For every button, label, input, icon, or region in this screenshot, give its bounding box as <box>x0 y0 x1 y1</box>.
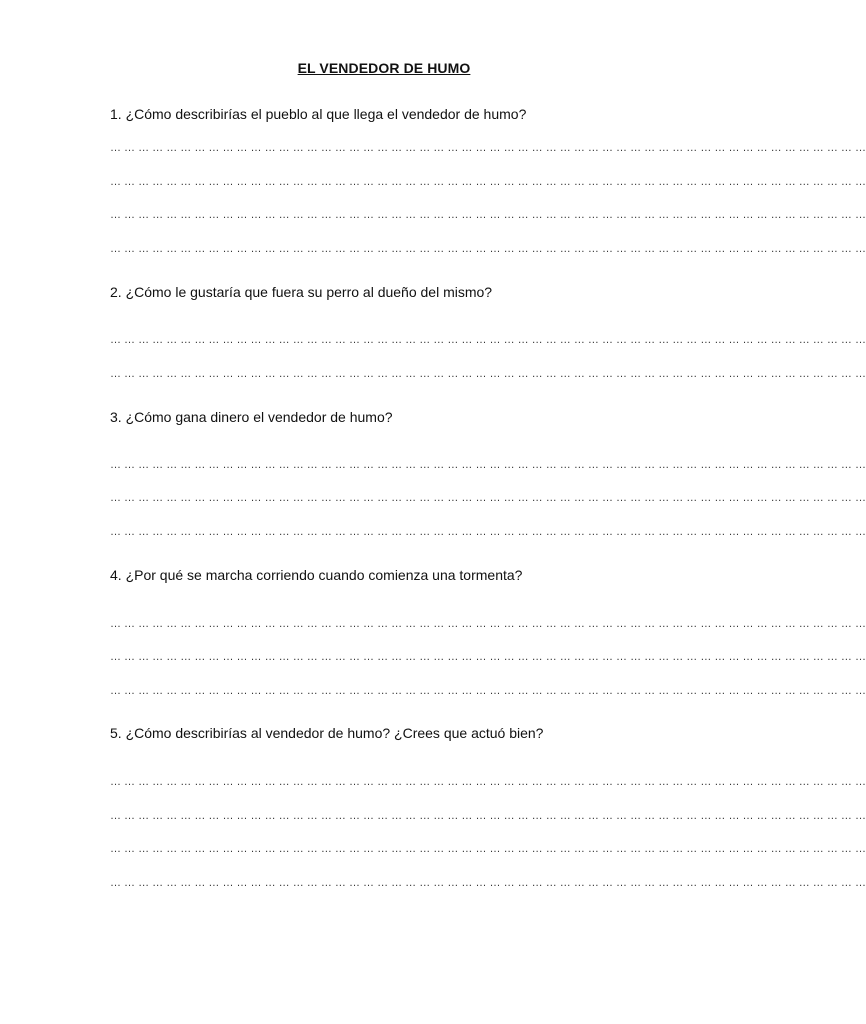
answer-line-1-1: … … … … … … … … … … … … … … … … … … … … … … … … … … … … … … … … … … … … … … … … … … … … … … … … … … … … … … <box>110 142 866 154</box>
page-title: EL VENDEDOR DE HUMO <box>297 60 471 76</box>
answer-line-4-3: … … … … … … … … … … … … … … … … … … … … … … … … … … … … … … … … … … … … … … … … … … … … … … … … … … … … … … <box>110 685 866 697</box>
question-2: 2. ¿Cómo le gustaría que fuera su perro al dueño del mismo? <box>110 284 493 300</box>
answer-line-1-2: … … … … … … … … … … … … … … … … … … … … … … … … … … … … … … … … … … … … … … … … … … … … … … … … … … … … … … <box>110 176 866 188</box>
answer-line-3-1: … … … … … … … … … … … … … … … … … … … … … … … … … … … … … … … … … … … … … … … … … … … … … … … … … … … … … … <box>110 459 866 471</box>
answer-line-4-2: … … … … … … … … … … … … … … … … … … … … … … … … … … … … … … … … … … … … … … … … … … … … … … … … … … … … … … <box>110 651 866 663</box>
answer-line-4-1: … … … … … … … … … … … … … … … … … … … … … … … … … … … … … … … … … … … … … … … … … … … … … … … … … … … … … … <box>110 618 866 630</box>
answer-line-2-2: … … … … … … … … … … … … … … … … … … … … … … … … … … … … … … … … … … … … … … … … … … … … … … … … … … … … … … <box>110 368 866 380</box>
answer-line-3-3: … … … … … … … … … … … … … … … … … … … … … … … … … … … … … … … … … … … … … … … … … … … … … … … … … … … … … … <box>110 526 866 538</box>
question-3: 3. ¿Cómo gana dinero el vendedor de humo? <box>110 409 393 425</box>
answer-line-1-3: … … … … … … … … … … … … … … … … … … … … … … … … … … … … … … … … … … … … … … … … … … … … … … … … … … … … … … <box>110 209 866 221</box>
answer-line-5-2: … … … … … … … … … … … … … … … … … … … … … … … … … … … … … … … … … … … … … … … … … … … … … … … … … … … … … … <box>110 810 866 822</box>
question-5: 5. ¿Cómo describirías al vendedor de humo? ¿Crees que actuó bien? <box>110 725 544 741</box>
answer-line-5-4: … … … … … … … … … … … … … … … … … … … … … … … … … … … … … … … … … … … … … … … … … … … … … … … … … … … … … … <box>110 877 866 889</box>
answer-line-5-3: … … … … … … … … … … … … … … … … … … … … … … … … … … … … … … … … … … … … … … … … … … … … … … … … … … … … … … <box>110 843 866 855</box>
answer-line-1-4: … … … … … … … … … … … … … … … … … … … … … … … … … … … … … … … … … … … … … … … … … … … … … … … … … … … … … … <box>110 243 866 255</box>
answer-line-5-1: … … … … … … … … … … … … … … … … … … … … … … … … … … … … … … … … … … … … … … … … … … … … … … … … … … … … … … <box>110 776 866 788</box>
question-4: 4. ¿Por qué se marcha corriendo cuando comienza una tormenta? <box>110 567 523 583</box>
answer-line-2-1: … … … … … … … … … … … … … … … … … … … … … … … … … … … … … … … … … … … … … … … … … … … … … … … … … … … … … … <box>110 334 866 346</box>
question-1: 1. ¿Cómo describirías el pueblo al que llega el vendedor de humo? <box>110 106 527 122</box>
answer-line-3-2: … … … … … … … … … … … … … … … … … … … … … … … … … … … … … … … … … … … … … … … … … … … … … … … … … … … … … … <box>110 492 866 504</box>
